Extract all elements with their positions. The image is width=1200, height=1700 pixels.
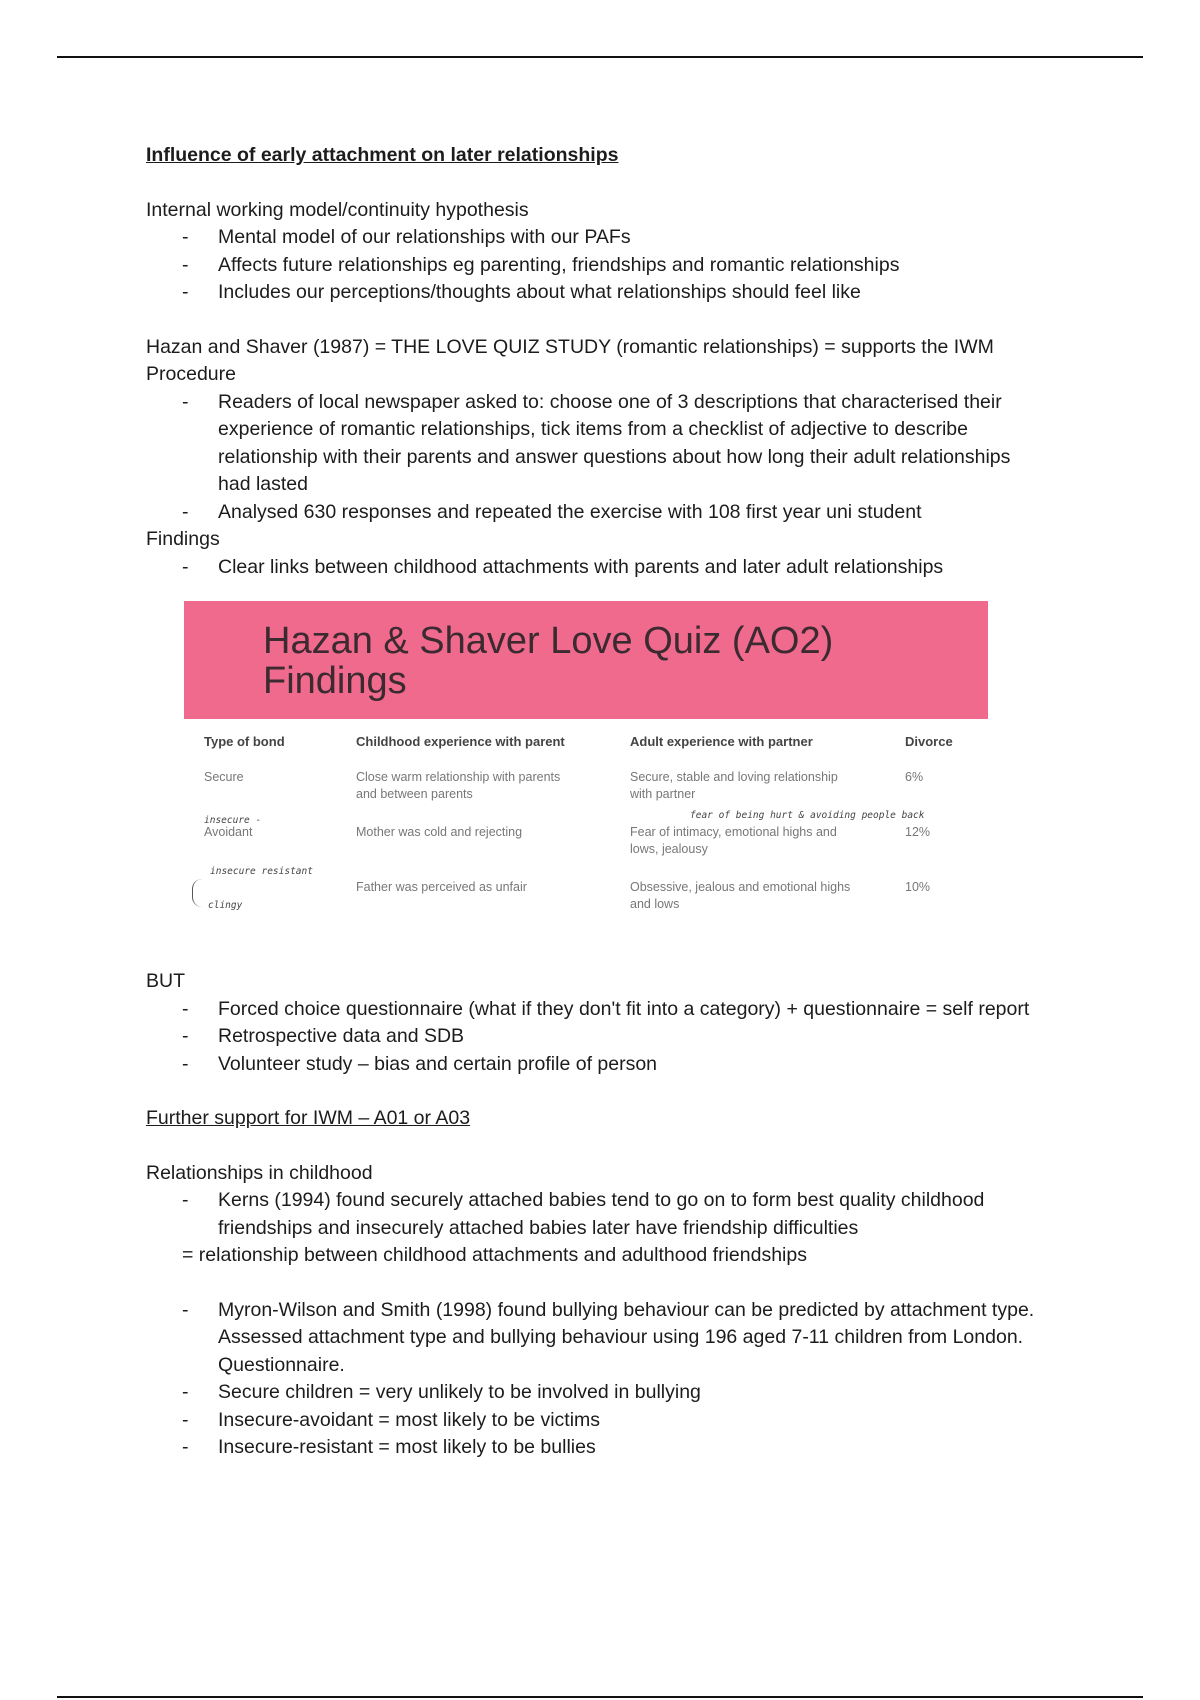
but-label: BUT <box>146 970 185 992</box>
row-secure-adult-2: with partner <box>630 787 696 801</box>
figure-title-line2: Findings <box>263 660 407 702</box>
row-resistant-divorce: 10% <box>905 880 931 894</box>
row-resistant-adult-1: Obsessive, jealous and emotional highs <box>630 880 851 894</box>
love-quiz-figure <box>184 589 988 941</box>
list-item: - Includes our perceptions/thoughts about what relationships should feel like <box>218 279 1046 307</box>
procedure-list <box>146 389 1046 527</box>
figure-title <box>263 621 833 701</box>
list-item: - Insecure-avoidant = most likely to be victims <box>218 1407 1046 1435</box>
page-title: Influence of early attachment on later relationships <box>146 144 619 166</box>
list-item: - Insecure-resistant = most likely to be bullies <box>218 1434 1046 1462</box>
handwritten-resistant: insecure resistant <box>210 866 313 877</box>
list-item: - Forced choice questionnaire (what if they don't fit into a category) + questionnaire = self report <box>218 996 1046 1024</box>
handwritten-insecure: insecure - <box>204 815 262 826</box>
list-item: - Secure children = very unlikely to be involved in bullying <box>218 1379 1046 1407</box>
row-secure-child-2: and between parents <box>356 787 473 801</box>
findings-label: Findings <box>146 528 220 550</box>
row-secure-type: Secure <box>204 770 244 784</box>
hazan-heading: Hazan and Shaver (1987) = THE LOVE QUIZ STUDY (romantic relationships) = supports the IWM <box>146 335 994 358</box>
handwritten-clingy: clingy <box>208 900 243 911</box>
bullying-list <box>146 1297 1046 1462</box>
kerns-conclusion: = relationship between childhood attachments and adulthood friendships <box>182 1244 807 1266</box>
row-avoidant-type: Avoidant <box>204 825 253 839</box>
but-list <box>146 996 1046 1079</box>
row-avoidant-adult-1: Fear of intimacy, emotional highs and <box>630 825 837 839</box>
bottom-rule <box>57 1696 1143 1698</box>
list-item: - Retrospective data and SDB <box>218 1023 1046 1051</box>
findings-list <box>146 554 1046 582</box>
row-avoidant-child: Mother was cold and rejecting <box>356 825 523 839</box>
kerns-list <box>146 1187 1046 1242</box>
header-childhood: Childhood experience with parent <box>356 734 565 749</box>
document-body <box>146 142 1046 1462</box>
row-resistant-child: Father was perceived as unfair <box>356 880 527 894</box>
list-item: - Mental model of our relationships with our PAFs <box>218 224 1046 252</box>
list-item: - Myron-Wilson and Smith (1998) found bullying behaviour can be predicted by attachment type. Assessed attachment type and bullying behaviour using 196 aged 7-11 children from London. Questionnaire. <box>218 1297 1046 1380</box>
figure-title-line1: Hazan & Shaver Love Quiz (AO2) <box>263 620 834 662</box>
list-item: - Readers of local newspaper asked to: choose one of 3 descriptions that characterised their experience of romantic relationships, tick items from a checklist of adjective to describe relationship with their parents and answer questions about how long their adult relationships had lasted <box>218 389 1046 499</box>
iwm-heading: Internal working model/continuity hypothesis <box>146 198 529 221</box>
header-adult: Adult experience with partner <box>630 734 813 749</box>
header-type: Type of bond <box>204 734 285 749</box>
list-item: - Kerns (1994) found securely attached babies tend to go on to form best quality childhood friendships and insecurely attached babies later have friendship difficulties <box>218 1187 1046 1242</box>
row-resistant-adult-2: and lows <box>630 897 680 911</box>
top-rule <box>57 56 1143 58</box>
row-secure-adult-1: Secure, stable and loving relationship <box>630 770 838 784</box>
childhood-subheading: Relationships in childhood <box>146 1161 373 1184</box>
list-item: - Affects future relationships eg parenting, friendships and romantic relationships <box>218 252 1046 280</box>
further-heading: Further support for IWM – A01 or A03 <box>146 1107 471 1129</box>
list-item: - Clear links between childhood attachments with parents and later adult relationships <box>218 554 1046 582</box>
handwritten-bracket <box>192 879 203 907</box>
header-divorce: Divorce <box>905 734 953 749</box>
list-item: - Analysed 630 responses and repeated the exercise with 108 first year uni student <box>218 499 1046 527</box>
figure-banner <box>184 601 988 719</box>
iwm-list <box>146 224 1046 307</box>
row-avoidant-divorce: 12% <box>905 825 931 839</box>
row-avoidant-adult-2: lows, jealousy <box>630 842 708 856</box>
list-item: - Volunteer study – bias and certain profile of person <box>218 1051 1046 1079</box>
row-secure-child-1: Close warm relationship with parents <box>356 770 561 784</box>
procedure-label: Procedure <box>146 363 236 385</box>
row-secure-divorce: 6% <box>905 770 924 784</box>
handwritten-adult-note: fear of being hurt & avoiding people back <box>690 810 925 821</box>
